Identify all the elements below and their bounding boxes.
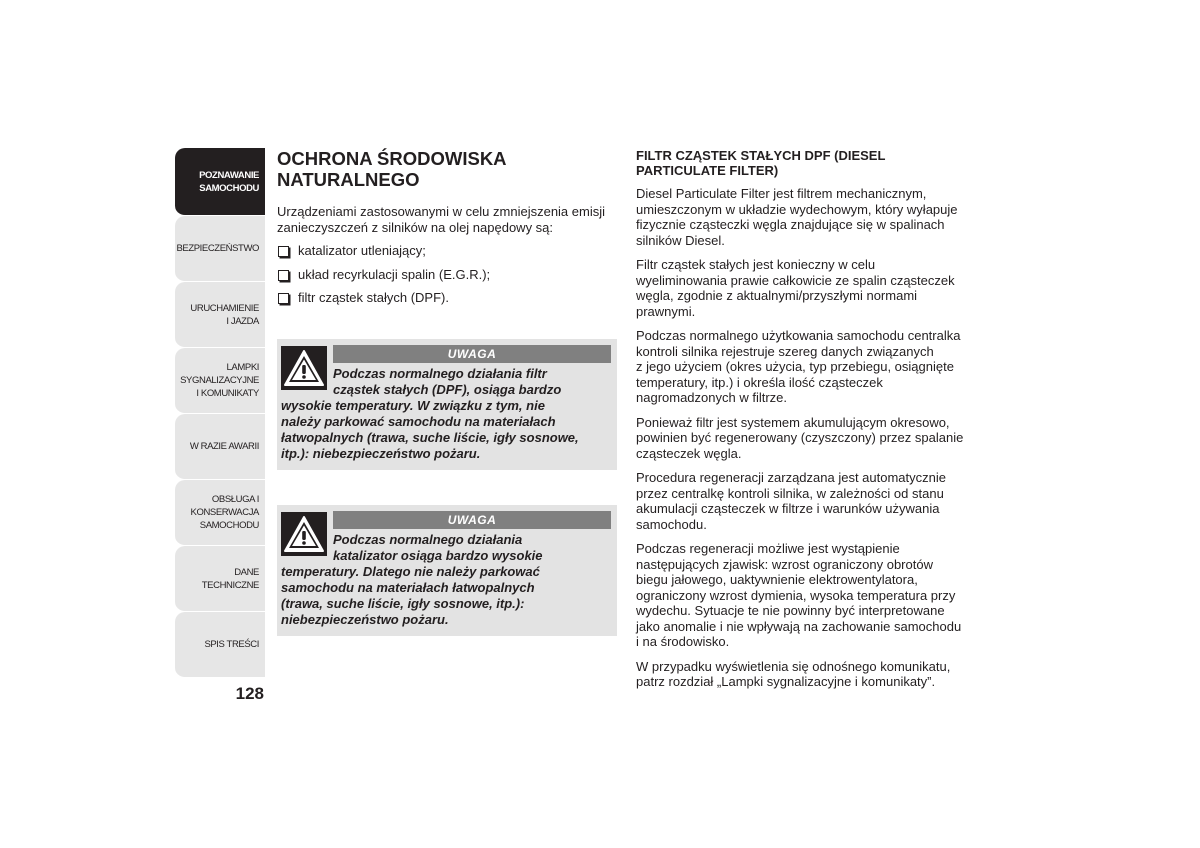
- left-column: [277, 148, 617, 627]
- tab-label: W RAZIE AWARII: [189, 441, 259, 452]
- chapter-tabs: [175, 148, 265, 678]
- list-item: [277, 267, 617, 283]
- tab-label: LAMPKI SYGNALIZACYJNE I KOMUNIKATY: [180, 362, 259, 399]
- warning-triangle-icon: [281, 346, 327, 390]
- warning-head-text: Podczas normalnego działania katalizator osiąga bardzo wysokie: [333, 532, 543, 563]
- list-item-text: filtr cząstek stałych (DPF).: [298, 290, 449, 305]
- list-item: [277, 243, 617, 259]
- warning-triangle-icon: [281, 512, 327, 556]
- tab-label: DANE TECHNICZNE: [201, 566, 259, 591]
- right-column: [636, 148, 976, 699]
- dpf-section-title: FILTR CZĄSTEK STAŁYCH DPF (DIESEL PARTICULATE FILTER): [636, 148, 886, 178]
- section-title: OCHRONA ŚRODOWISKA NATURALNEGO: [277, 148, 507, 190]
- checkbox-bullet-icon: [278, 246, 289, 257]
- tab-label: URUCHAMIENIE I JAZDA: [190, 302, 259, 327]
- tab-w-razie-awarii[interactable]: [175, 414, 265, 480]
- tab-lampki-sygnalizacyjne[interactable]: [175, 348, 265, 414]
- warning-right: [333, 511, 611, 564]
- paragraph: Procedura regeneracji zarządzana jest automatycznie przez centralkę kontroli silnika, w zależności od stanu akumulacji cząsteczek w filtrze i warunków używania samochodu.: [636, 470, 947, 532]
- warning-head-text: Podczas normalnego działania filtr cząstek stałych (DPF), osiąga bardzo: [333, 366, 562, 397]
- tab-obsluga-i-konserwacja[interactable]: [175, 480, 265, 546]
- paragraph: W przypadku wyświetlenia się odnośnego komunikatu, patrz rozdział „Lampki sygnalizacyjne i komunikaty”.: [636, 658, 951, 689]
- tab-dane-techniczne[interactable]: [175, 546, 265, 612]
- warning-box-dpf: [277, 339, 617, 470]
- tab-label: SPIS TREŚCI: [204, 639, 259, 650]
- paragraph: Filtr cząstek stałych jest konieczny w celu wyeliminowania prawie całkowicie ze spalin cząsteczek węgla, zgodnie z aktualnymi/przyszłymi normami prawnymi.: [636, 257, 955, 319]
- list-item: [277, 290, 617, 306]
- tab-uruchamienie-i-jazda[interactable]: [175, 282, 265, 348]
- warning-label: UWAGA: [333, 345, 611, 363]
- warning-head: [281, 345, 611, 398]
- paragraph: Ponieważ filtr jest systemem akumulującym okresowo, powinien być regenerowany (czyszczony) przez spalanie cząsteczek węgla.: [636, 414, 964, 461]
- checkbox-bullet-icon: [278, 293, 289, 304]
- page-number: 128: [235, 684, 264, 703]
- warning-label: UWAGA: [333, 511, 611, 529]
- tab-label: OBSŁUGA I KONSERWACJA SAMOCHODU: [190, 494, 259, 531]
- warning-right: [333, 345, 611, 398]
- paragraph: Diesel Particulate Filter jest filtrem mechanicznym, umieszczonym w układzie wydechowym, który wyłapuje fizycznie cząsteczki węgla znajdujące się w spalinach silników Diesel.: [636, 186, 958, 248]
- tab-label: POZNAWANIE SAMOCHODU: [199, 169, 259, 194]
- tab-label: BEZPIECZEŃSTWO: [176, 243, 259, 254]
- tab-spis-tresci[interactable]: [175, 612, 265, 678]
- checkbox-bullet-icon: [278, 270, 289, 281]
- paragraph: Podczas normalnego użytkowania samochodu centralka kontroli silnika rejestruje szereg danych związanych z jego użyciem (okres użycia, typ przebiegu, osiągnięte temperatury, itp.) i określa ilość cząsteczek nagromadzonych w filtrze.: [636, 328, 961, 405]
- device-list: [277, 243, 617, 306]
- warning-body-text: wysokie temperatury. W związku z tym, nie należy parkować samochodu na materiałach łatwopalnych (trawa, suche liście, igły sosnowe, itp.): niebezpieczeństwo pożaru.: [281, 398, 579, 461]
- paragraph: Podczas regeneracji możliwe jest wystąpienie następujących zjawisk: wzrost ograniczony obrotów biegu jałowego, uaktywnienie elektrowentylatora, ograniczony wzrost dymienia, wysoka temperatura przy wydechu. Sytuacje te nie powinny być interpretowane jako anomalie i nie wpływają na zachowanie samochodu i na środowisko.: [636, 541, 962, 649]
- list-item-text: katalizator utleniający;: [298, 243, 426, 258]
- warning-box-katalizator: [277, 505, 617, 636]
- warning-body-text: temperatury. Dlatego nie należy parkować samochodu na materiałach łatwopalnych (trawa, suche liście, igły sosnowe, itp.): niebezpieczeństwo pożaru.: [281, 564, 540, 627]
- tab-bezpieczenstwo[interactable]: [175, 216, 265, 282]
- warning-head: [281, 511, 611, 564]
- intro-text: Urządzeniami zastosowanymi w celu zmniejszenia emisji zanieczyszczeń z silników na olej napędowy są:: [277, 204, 606, 235]
- list-item-text: układ recyrkulacji spalin (E.G.R.);: [298, 266, 491, 282]
- tab-poznawanie-samochodu[interactable]: [175, 148, 265, 216]
